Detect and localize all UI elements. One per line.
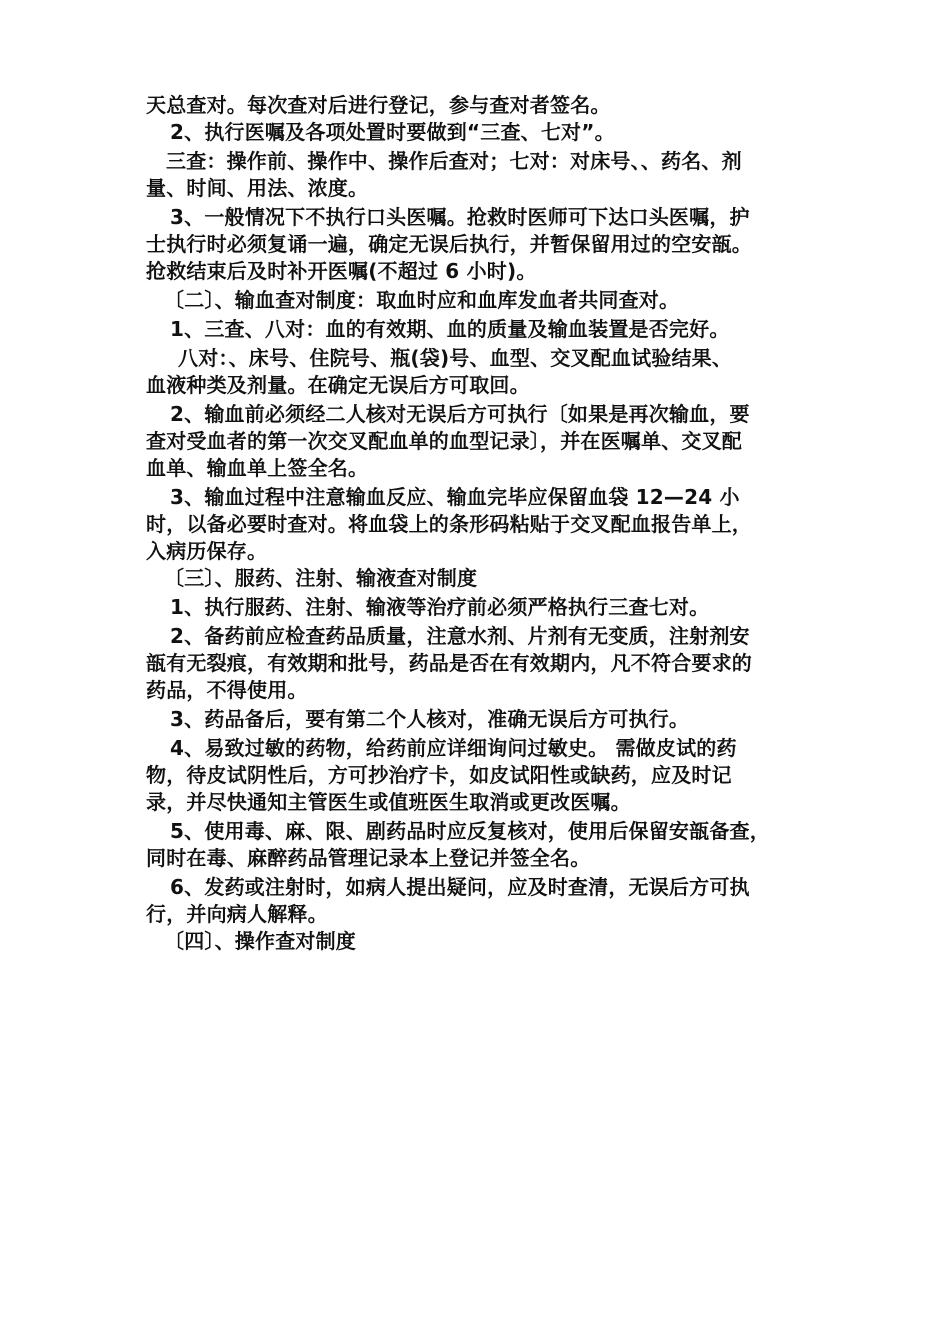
text-line: 查对受血者的第一次交叉配血单的血型记录〕，并在医嘱单、交叉配 [146,429,742,453]
text-line: 士执行时必须复诵一遍，确定无误后执行，并暂保留用过的空安瓿。 [146,232,752,256]
section-heading: 〔三〕、服药、注射、输液查对制度 [164,566,478,590]
text-line: 行，并向病人解释。 [146,902,328,926]
text-line: 2、执行医嘱及各项处置时要做到“三查、七对”。 [170,120,615,144]
text-line: 入病历保存。 [146,539,268,563]
text-line: 物，待皮试阴性后，方可抄治疗卡，如皮试阳性或缺药，应及时记 [146,763,732,787]
section-heading: 〔四〕、操作查对制度 [164,929,356,953]
text-line: 5、使用毒、麻、限、剧药品时应反复核对，使用后保留安瓿备查， [170,819,770,843]
text-line: 2、备药前应检查药品质量，注意水剂、片剂有无变质，注射剂安 [170,624,750,648]
text-line: 时，以备必要时查对。将血袋上的条形码粘贴于交叉配血报告单上， [146,512,752,536]
text-line: 八对：、床号、住院号、瓶(袋)号、血型、交叉配血试验结果、 [178,346,733,370]
section-heading: 〔二〕、输血查对制度：取血时应和血库发血者共同查对。 [164,288,680,312]
text-line: 3、输血过程中注意输血反应、输血完毕应保留血袋 12—24 小 [170,485,740,509]
text-line: 同时在毒、麻醉药品管理记录本上登记并签全名。 [146,846,591,870]
text-line: 1、执行服药、注射、输液等治疗前必须严格执行三查七对。 [170,595,710,619]
text-line: 血单、输血单上签全名。 [146,456,369,480]
text-line: 2、输血前必须经二人核对无误后方可执行〔如果是再次输血，要 [170,402,750,426]
text-line: 三查：操作前、操作中、操作后查对；七对：对床号、、药名、剂 [166,149,742,173]
text-line: 抢救结束后及时补开医嘱(不超过 6 小时)。 [146,259,537,283]
text-line: 3、一般情况下不执行口头医嘱。抢救时医师可下达口头医嘱，护 [170,205,750,229]
text-line: 血液种类及剂量。在确定无误后方可取回。 [146,373,530,397]
text-line: 量、时间、用法、浓度。 [146,176,369,200]
text-line: 录，并尽快通知主管医生或值班医生取消或更改医嘱。 [146,790,631,814]
text-line: 1、三查、八对：血的有效期、血的质量及输血装置是否完好。 [170,317,730,341]
text-line: 4、易致过敏的药物，给药前应详细询问过敏史。 需做皮试的药 [170,736,737,760]
text-line: 3、药品备后，要有第二个人核对，准确无误后方可执行。 [170,707,690,731]
text-line: 天总查对。每次查对后进行登记，参与查对者签名。 [146,93,611,117]
text-line: 药品，不得使用。 [146,678,308,702]
text-line: 瓿有无裂痕，有效期和批号，药品是否在有效期内，凡不符合要求的 [146,651,752,675]
document-body [146,92,826,955]
text-line: 6、发药或注射时，如病人提出疑问，应及时查清，无误后方可执 [170,875,750,899]
